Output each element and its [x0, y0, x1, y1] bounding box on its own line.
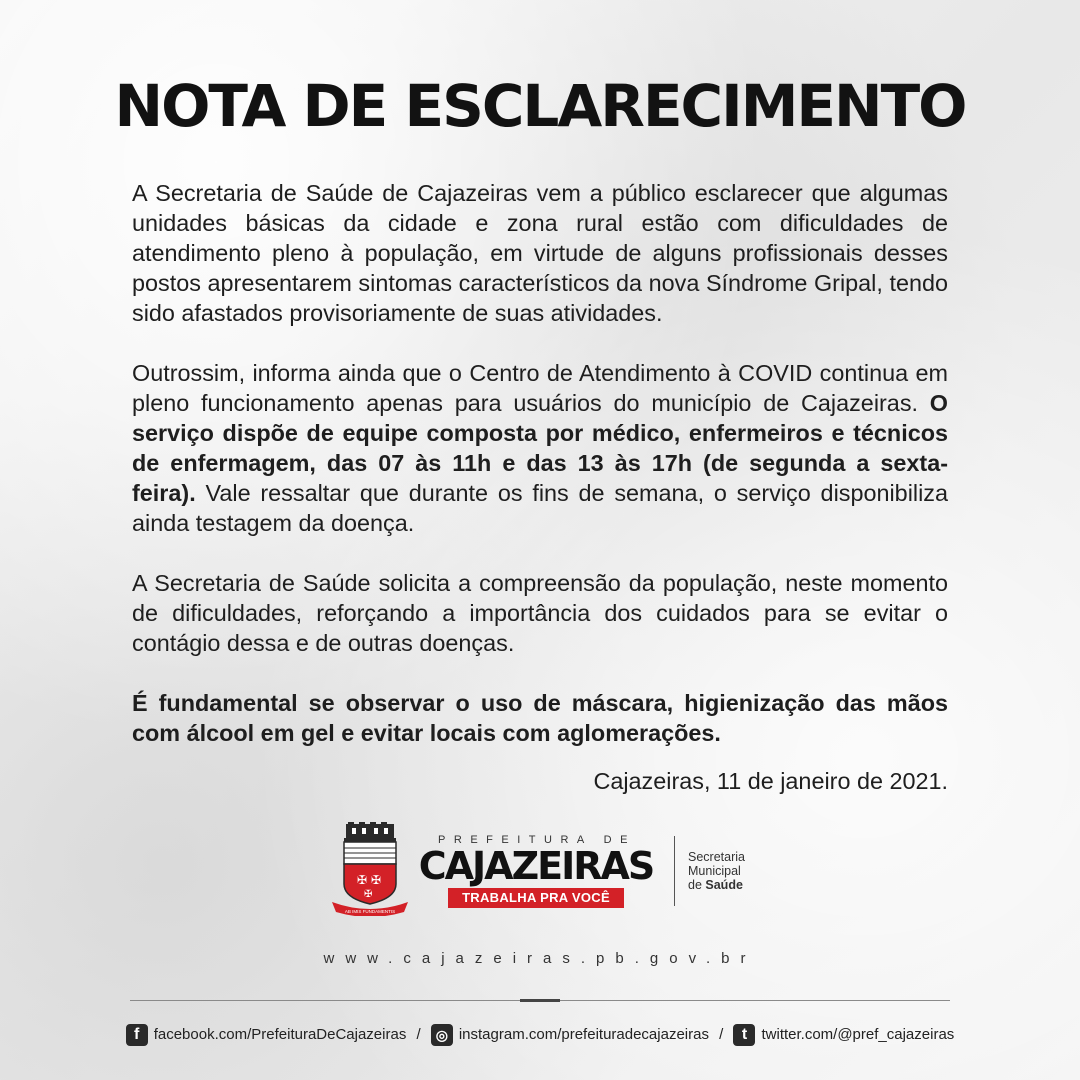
date-line: Cajazeiras, 11 de janeiro de 2021.	[593, 768, 948, 794]
facebook-text: facebook.com/PrefeituraDeCajazeiras	[153, 1025, 407, 1043]
social-links	[0, 1024, 1080, 1046]
paragraph-3: A Secretaria de Saúde solicita a compreensão da população, neste momento de dificuldades, reforçando a importância dos cuidados para se evitar o contágio dessa e de outras doenças.	[132, 570, 948, 656]
twitter-icon: t	[733, 1024, 755, 1046]
paragraph-2-text-b: Vale ressaltar que durante os fins de semana, o serviço disponibiliza ainda testagem da doença.	[132, 480, 948, 536]
footer-divider-accent	[520, 999, 560, 1002]
secretaria-label	[688, 850, 745, 892]
website-url[interactable]: www.cajazeiras.pb.gov.br	[323, 950, 757, 967]
secretaria-line-3-prefix: de	[688, 878, 706, 892]
twitter-text: twitter.com/@pref_cajazeiras	[761, 1025, 955, 1043]
facebook-link[interactable]	[126, 1024, 407, 1046]
paragraph-4: É fundamental se observar o uso de máscara, higienização das mãos com álcool em gel e evitar locais com aglomerações.	[132, 690, 948, 746]
secretaria-line-3	[688, 878, 745, 892]
instagram-text: instagram.com/prefeituradecajazeiras	[458, 1025, 709, 1043]
paragraph-2	[132, 358, 948, 538]
paragraph-2-text-a: Outrossim, informa ainda que o Centro de Atendimento à COVID continua em pleno funcionamento apenas para usuários do município de Cajazeiras.	[132, 360, 948, 416]
paragraph-1: A Secretaria de Saúde de Cajazeiras vem a público esclarecer que algumas unidades básicas da cidade e zona rural estão com dificuldades de atendimento pleno à população, em virtude de alguns profissionais desses postos apresentarem sintomas característicos da nova Síndrome Gripal, tendo sido afastados provisoriamente de suas atividades.	[132, 180, 948, 326]
twitter-link[interactable]	[733, 1024, 954, 1046]
svg-text:AB IMIS FUNDAMENTIS: AB IMIS FUNDAMENTIS	[344, 909, 396, 914]
note-body	[132, 178, 948, 776]
social-separator: /	[719, 1025, 724, 1043]
social-separator: /	[416, 1025, 421, 1043]
page-title: NOTA DE ESCLARECIMENTO	[114, 72, 966, 140]
svg-text:✠: ✠	[364, 889, 373, 900]
prefeitura-logo	[330, 822, 770, 922]
instagram-link[interactable]	[431, 1024, 709, 1046]
city-crest-icon	[330, 822, 410, 916]
svg-text:✠: ✠	[357, 873, 368, 887]
instagram-icon: ◎	[431, 1024, 453, 1046]
secretaria-saude: Saúde	[705, 878, 743, 892]
city-name: CAJAZEIRAS	[418, 844, 654, 888]
secretaria-line-2: Municipal	[688, 864, 741, 878]
facebook-icon: f	[126, 1024, 148, 1046]
logo-divider	[674, 836, 675, 906]
svg-text:✠: ✠	[371, 873, 382, 887]
slogan-badge: TRABALHA PRA VOCÊ	[448, 888, 624, 908]
secretaria-line-1: Secretaria	[688, 850, 745, 864]
paragraph-2-bold: O serviço dispõe de equipe composta por médico, enfermeiros e técnicos de enfermagem, das 07 às 11h e das 13 às 17h (de segunda a sexta-feira).	[132, 390, 948, 506]
prefeitura-label: PREFEITURA DE	[438, 834, 636, 846]
